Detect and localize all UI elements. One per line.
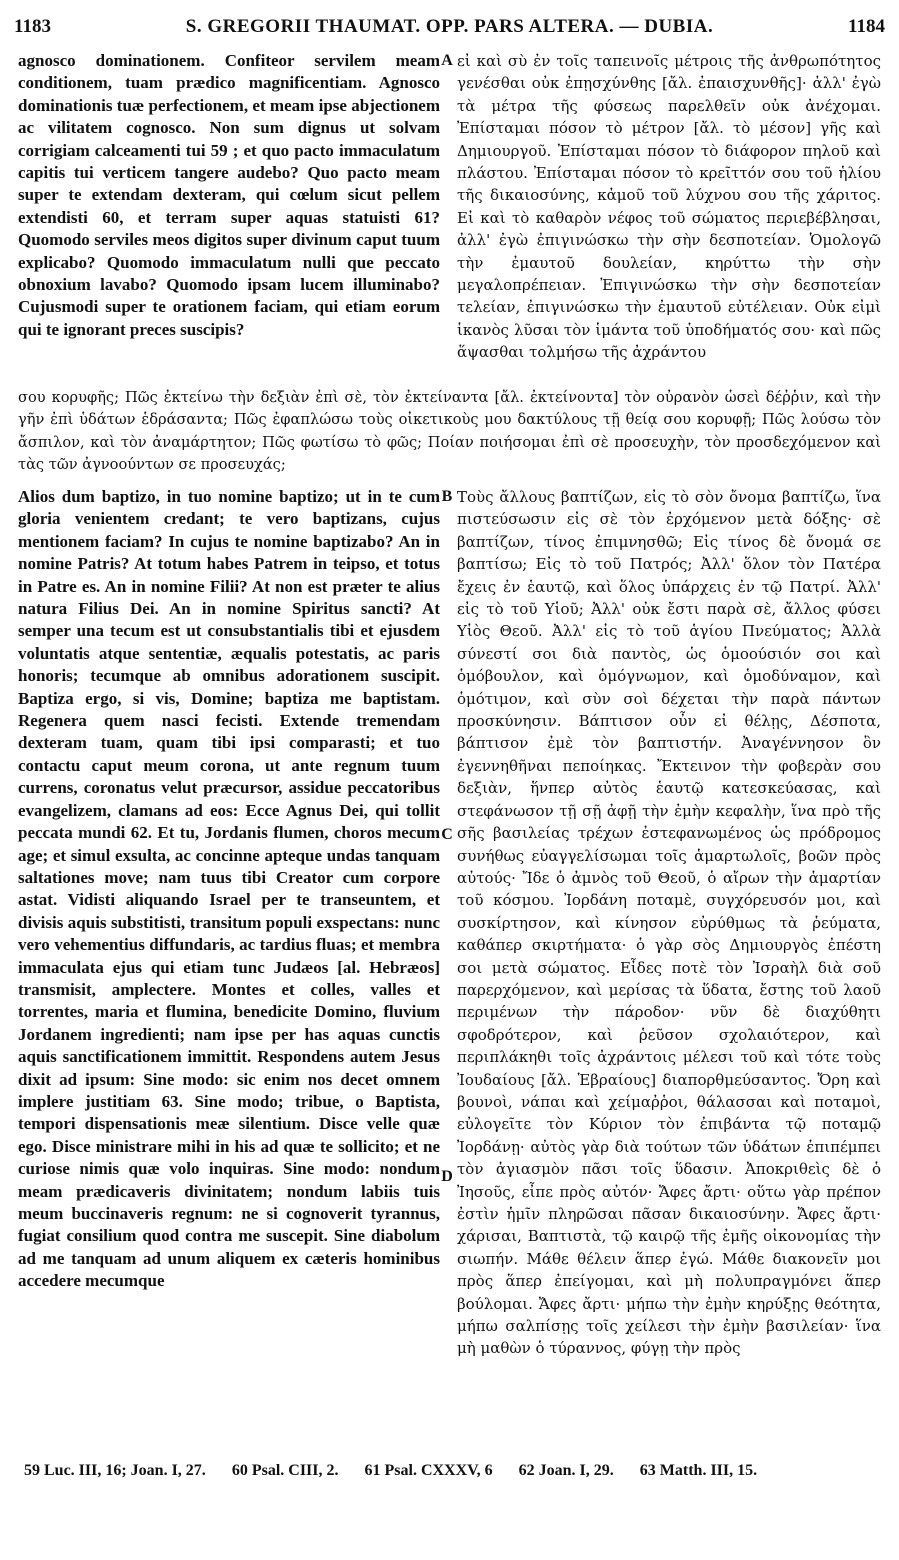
page-number-right: 1184 bbox=[848, 16, 885, 37]
greek-full-width-block bbox=[18, 387, 881, 479]
latin-text-top: agnosco dominationem. Confiteor servilem meam conditionem, tuam prædico magnificentiam. Agnosco dominationis tuæ perfectionem, et meam ipse abjectionem ac vilitatem cognosco. Non sum dignus ut solvam corrigiam calceamenti tui 59 ; et quo pacto immaculatum capitis tui verticem tangere audebo? Quo pacto meam super te extendam dexteram, qui cœlum sicut pellem extendisti 60, et terram super aquas statuisti 61? Quomodo serviles meos digitos super divinum caput tuum explicabo? Quomodo immaculatum nulli que peccato obnoxium lavabo? Quomodo ipsam lucem illuminabo? Cujusmodi super te orationem faciam, qui etiam eorum qui te ignorant preces suscipis? bbox=[18, 51, 440, 339]
latin-column-top bbox=[18, 50, 440, 386]
greek-text-full: σου κορυφῆς; Πῶς ἐκτείνω τὴν δεξιὰν ἐπὶ σὲ, τὸν ἐκτείναντα [ἄλ. ἐκτείνοντα] τὸν οὐρανὸν ὡσεὶ δέῤῥιν, καὶ τὴν γῆν ἐπὶ ὑδάτων ἑδράσαντα; Πῶς ἐφαπλώσω τοὺς οἰκετικοὺς μου δακτύλους τῇ θείᾳ σου κορυφῇ; Πῶς λούσω τὸν ἄσπιλον, καὶ τὸν ἀναμάρτητον; Πῶς φωτίσω τὸ φῶς; Ποίαν ποιήσομαι ἐπὶ σὲ προσευχὴν, τὸν προσδεχόμενον καὶ τὰς τῶν ἀγνοούντων σε προσευχάς; bbox=[18, 389, 881, 474]
footnote: 60 Psal. CIII, 2. bbox=[231, 1462, 339, 1479]
greek-column-top bbox=[457, 50, 881, 386]
greek-text-bottom: Τοὺς ἄλλους βαπτίζων, εἰς τὸ σὸν ὄνομα βαπτίζω, ἵνα πιστεύσωσιν εἰς σὲ τὸν ἐρχόμενον μετὰ δόξης· σὲ βαπτίζων, τίνος ἐπιμνησθῶ; Εἰς τίνος δὲ ὄνομά σε βαπτίσω; Εἰς τὸ τοῦ Πατρός; Ἀλλ' ὅλον τὸν Πατέρα ἔχεις ἐν ἑαυτῷ, καὶ ὅλος ὑπάρχεις ἐν τῷ Πατρί. Ἀλλ' εἰς τὸ τοῦ Υἱοῦ; Ἀλλ' οὐκ ἔστι παρὰ σὲ, ἄλλος φύσει Υἱὸς Θεοῦ. Ἀλλ' εἰς τὸ τοῦ ἁγίου Πνεύματος; Ἀλλὰ σύνεστί σοι διὰ παντὸς, ὡς ὁμοούσιόν σοι καὶ ὁμόβουλον, καὶ ὁμόγνωμον, καὶ ὁμοδύναμον, καὶ ὁμότιμον, καὶ σὺν σοὶ δέχεται τὴν παρὰ πάντων προσκύνησιν. Βάπτισον οὖν εἰ θέλῃς, Δέσποτα, βάπτισον ἐμὲ τὸν βαπτιστήν. Ἀναγέννησον ὃν ἐγεννηθῆναι πεποίηκας. Ἔκτεινον τὴν φοβερὰν σου δεξιὰν, ἥνπερ αὐτὸς ἑαυτῷ κατεσκεύασας, καὶ στεφάνωσον τῇ σῇ ἀφῇ τὴν ἐμὴν κεφαλὴν, ἵνα πρὸ τῆς σῆς βασιλείας τρέχων ἐστεφανωμένος ὡς πρόδρομος συνήθως εὐαγγελίσωμαι τοῖς ἁμαρτωλοῖς, βοῶν πρὸς αὐτούς· Ἴδε ὁ ἀμνὸς τοῦ Θεοῦ, ὁ αἴρων τὴν ἁμαρτίαν τοῦ κόσμου. Ἰορδάνη ποταμὲ, συγχόρευσόν μοι, καὶ συσκίρτησον, καὶ κίνησον εὐρύθμως τὰ ῥεύματα, καθάπερ σκιρτήματα· ὁ γὰρ σὸς Δημιουργὸς ἐπέστη σοι μετὰ σώματος. Εἶδες ποτὲ τὸν Ἰσραὴλ διὰ σοῦ παρερχόμενον, καὶ μερίσας τὰ ὕδατα, ἔστης τοῦ λαοῦ περιμένων τὴν πάροδον· νῦν δὲ διαχύθητι σφοδρότερον, καὶ ῥεῦσον σχολαιότερον, καὶ περιπλάκηθι τοῖς ἀχράντοις μέλεσι τοῦ καὶ τότε τοὺς Ἰουδαίους [ἄλ. Ἑβραίους] διαπορθμεύσαντος. Ὄρη καὶ βουνοὶ, νάπαι καὶ χείμαῤῥοι, θάλασσαι καὶ ποταμοὶ, εὐλογεῖτε τὸν Κύριον τὸν ἐπιβάντα τῷ ποταμῷ Ἰορδάνῃ· αὐτὸς γὰρ διὰ τούτων τῶν ὑδάτων ἐπιπέμπει τὸν ἁγιασμὸν πᾶσι τοῖς ὕδασιν. Ἀποκριθεὶς δὲ ὁ Ἰησοῦς, εἶπε πρὸς αὐτόν· Ἄφες ἄρτι· οὕτω γὰρ πρέπον ἐστὶν ἡμῖν πληρῶσαι πᾶσαν δικαιοσύνην. Ἄφες ἄρτι· χάρισαι, Βαπτιστὰ, τῷ καιρῷ τῆς ἐμῆς οἰκονομίας τὴν σιωπήν. Μάθε θέλειν ἅπερ ἐγώ. Μάθε διακονεῖν μοι πρὸς ἅπερ ἐπείγομαι, καὶ μὴ πολυπραγμόνει ἅπερ βούλομαι. Ἄφες ἄρτι· μήπω τὴν ἐμὴν κηρύξῃς θεότητα, μήπω σαλπίσῃς τοῖς χείλεσι τὴν ἐμὴν βασιλείαν· ἵνα μὴ μαθὼν ὁ τύραννος, φύγῃ τὴν πρὸς bbox=[457, 488, 881, 1358]
greek-text-top: εἰ καὶ σὺ ἐν τοῖς ταπεινοῖς μέτροις τῆς ἀνθρωπότητος γενέσθαι οὐκ ἐπῃσχύνθης [ἄλ. ἐπαισχυνθῆς]· ἀλλ' ἐγὼ τὰ μέτρα τῆς φύσεως παρελθεῖν οὐκ ἀνέχομαι. Ἐπίσταμαι πόσον τὸ μέτρον [ἄλ. τὸ μέσον] γῆς καὶ Δημιουργοῦ. Ἐπίσταμαι πόσον τὸ διάφορον πηλοῦ καὶ πλάστου. Ἐπίσταμαι πόσον τὸ κρεῖττόν σου τοῦ ἡλίου τῆς δικαιοσύνης, κἀμοῦ τοῦ λύχνου σου τῆς χάριτος. Εἰ καὶ τὸ καθαρὸν νέφος τοῦ σώματος περιεβέβλησαι, ἀλλ' ἐγὼ ἐπιγινώσκω τὴν σὴν δεσποτείαν. Ὁμολογῶ τὴν ἐμαυτοῦ δουλείαν, κηρύττω τὴν σὴν μεγαλοπρέπειαν. Ἐπιγινώσκω τὴν σὴν δεσποτείαν τελείαν, ἐπιγινώσκω τὴν ἐμαυτοῦ εὐτέλειαν. Οὐκ εἰμὶ ἱκανὸς λῦσαι τὸν ἱμάντα τοῦ ὑποδήματός σου· καὶ πῶς ἅψασθαι τολμήσω τῆς ἀχράντου bbox=[457, 52, 881, 362]
running-title: S. GREGORII THAUMAT. OPP. PARS ALTERA. — DUBIA. bbox=[185, 16, 714, 37]
section-marker-b: B bbox=[441, 488, 453, 505]
page-header bbox=[14, 14, 885, 44]
footnote: 63 Matth. III, 15. bbox=[639, 1462, 758, 1479]
section-marker-d: D bbox=[441, 1168, 453, 1185]
footnote: 61 Psal. CXXXV, 6 bbox=[364, 1462, 493, 1479]
footnote: 59 Luc. III, 16; Joan. I, 27. bbox=[24, 1462, 206, 1479]
section-marker-c: C bbox=[441, 826, 453, 843]
footnote: 62 Joan. I, 29. bbox=[518, 1462, 614, 1479]
greek-column-bottom bbox=[457, 486, 881, 1444]
latin-column-bottom bbox=[18, 486, 440, 1444]
latin-text-bottom: Alios dum baptizo, in tuo nomine baptizo; ut in te cum gloria venientem credant; te vero baptizans, cujus mentionem faciam? In cujus te nomine baptizabo? An in nomine Patris? At totum habes Patrem in teipso, et totus in Patre es. An in nomine Filii? At non est præter te alius natura Filius Dei. An in nomine Spiritus sancti? At semper una tecum est ut consubstantialis tibi et ejusdem voluntatis atque sententiæ, æqualis potestatis, ac paris honoris; tecumque ab omnibus adorationem suscipit. Baptiza ergo, si vis, Domine; baptiza me baptistam. Regenera quem nasci fecisti. Extende tremendam dexteram tuam, quam tibi ipsi comparasti; et tuo contactu caput meum corona, ut ante regnum tuum currens, coronatus velut præcursor, assidue peccatoribus evangelizem, clamans ad eos: Ecce Agnus Dei, qui tollit peccata mundi 62. Et tu, Jordanis flumen, choros mecum age; et simul exsulta, ac concinne apteque undas tanquam saltationes move; nam tuus tibi Creator cum corpore astat. Vidisti aliquando Israel per te transeuntem, et divisis aquis substitisti, transitum populi exspectans: nunc vero vehementius diffundaris, ac tardius fluas; et membra immaculata ejus qui etiam tunc Judæos [al. Hebræos] transmisit, amplectere. Montes et colles, valles et torrentes, maria et flumina, benedicite Domino, fluvium Jordanem ingredienti; nam ipse per has aquas cunctis aquis sanctificationem immittit. Respondens autem Jesus dixit ad ipsum: Sine modo: sic enim nos decet omnem implere justitiam 63. Sine modo; tribue, o Baptista, tempori dispensationis meæ silentium. Disce velle quæ ego. Disce ministrare mihi in his ad quæ te sollicito; et ne curiose nimis quæ volo inquiras. Sine modo: nondum meam prædicaveris divinitatem; nondum labiis tuis meum buccinaveris regnum: ne si cognoverit tyrannus, fugiat consilium quod contra me suscepit. Sine diabolum ad me tanquam ad unum aliquem ex cæteris hominibus accedere mecumque bbox=[18, 487, 440, 1291]
footnotes bbox=[24, 1462, 875, 1480]
section-marker-a: A bbox=[441, 52, 453, 69]
page-number-left: 1183 bbox=[14, 16, 51, 37]
